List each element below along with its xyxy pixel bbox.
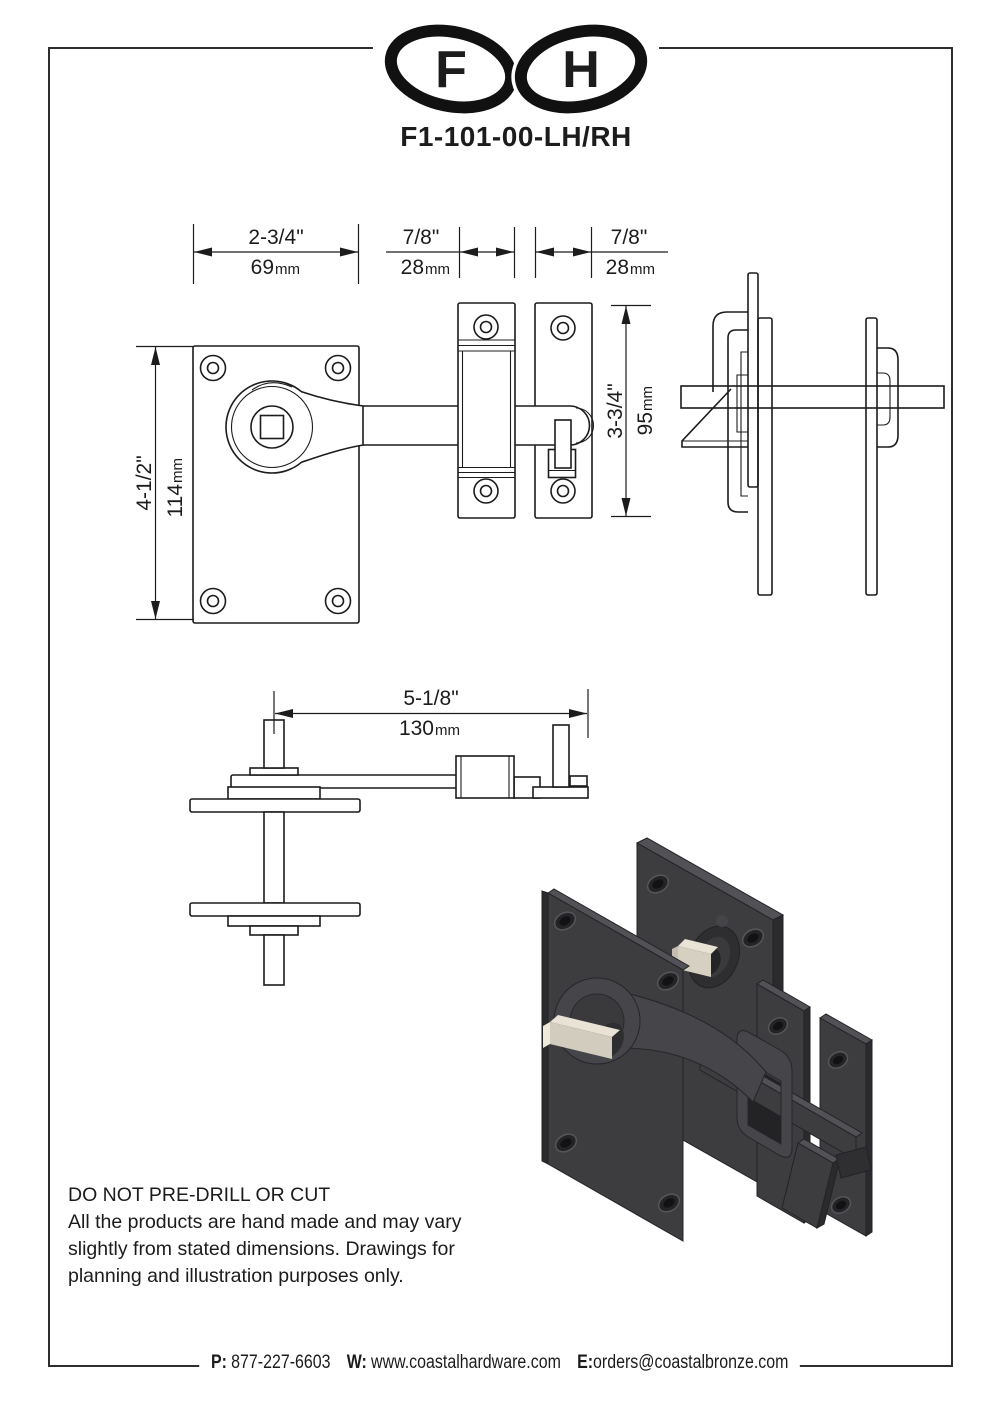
- email-address[interactable]: orders@coastalbronze.com: [593, 1352, 789, 1373]
- dim-keeper-width-mm: 28: [400, 256, 424, 279]
- note-line-4: planning and illustration purposes only.: [68, 1265, 404, 1287]
- phone-group: [211, 1352, 331, 1373]
- product-code-title: F1-101-00-LH/RH: [400, 121, 632, 152]
- side-view: [681, 273, 944, 595]
- svg-text:mm: mm: [425, 261, 450, 278]
- front-view: [193, 303, 594, 623]
- top-view: [190, 720, 588, 985]
- dim-latch-height-mm: 95: [634, 412, 657, 436]
- dim-latch-height-in: 3-3/4": [604, 383, 627, 439]
- note-line-3: slightly from stated dimensions. Drawings for: [68, 1238, 455, 1260]
- email-label: E:: [577, 1352, 594, 1373]
- note-line-2: All the products are hand made and may vary: [68, 1211, 462, 1233]
- phone-number: 877-227-6603: [231, 1352, 331, 1373]
- dim-catch-width-in: 7/8": [610, 226, 648, 249]
- iso-view: [542, 838, 872, 1241]
- contact-footer: [0, 1352, 1000, 1374]
- svg-text:mm: mm: [169, 458, 186, 483]
- website-url[interactable]: www.coastalhardware.com: [371, 1352, 562, 1373]
- svg-text:mm: mm: [435, 722, 460, 739]
- note-line-1: DO NOT PRE-DRILL OR CUT: [68, 1184, 331, 1206]
- dim-keeper-width-in: 7/8": [402, 226, 440, 249]
- logo-letter-h: H: [562, 41, 600, 99]
- email-group: [577, 1352, 788, 1373]
- dim-overall-length-in: 5-1/8": [403, 687, 459, 710]
- dim-plate-width-in: 2-3/4": [248, 226, 304, 249]
- dim-plate-height-in: 4-1/2": [133, 455, 156, 511]
- web-group: [347, 1352, 561, 1373]
- logo-letter-f: F: [435, 41, 467, 99]
- dim-plate-width-mm: 69: [250, 256, 274, 279]
- svg-text:mm: mm: [630, 261, 655, 278]
- svg-text:mm: mm: [275, 261, 300, 278]
- dim-overall-length-mm: 130: [398, 717, 434, 740]
- web-label: W:: [347, 1352, 368, 1373]
- phone-label: P:: [211, 1352, 228, 1373]
- dim-plate-height-mm: 114: [164, 484, 187, 518]
- dim-catch-width-mm: 28: [605, 256, 629, 279]
- disclaimer-notes: [68, 1182, 461, 1290]
- svg-text:mm: mm: [639, 386, 656, 411]
